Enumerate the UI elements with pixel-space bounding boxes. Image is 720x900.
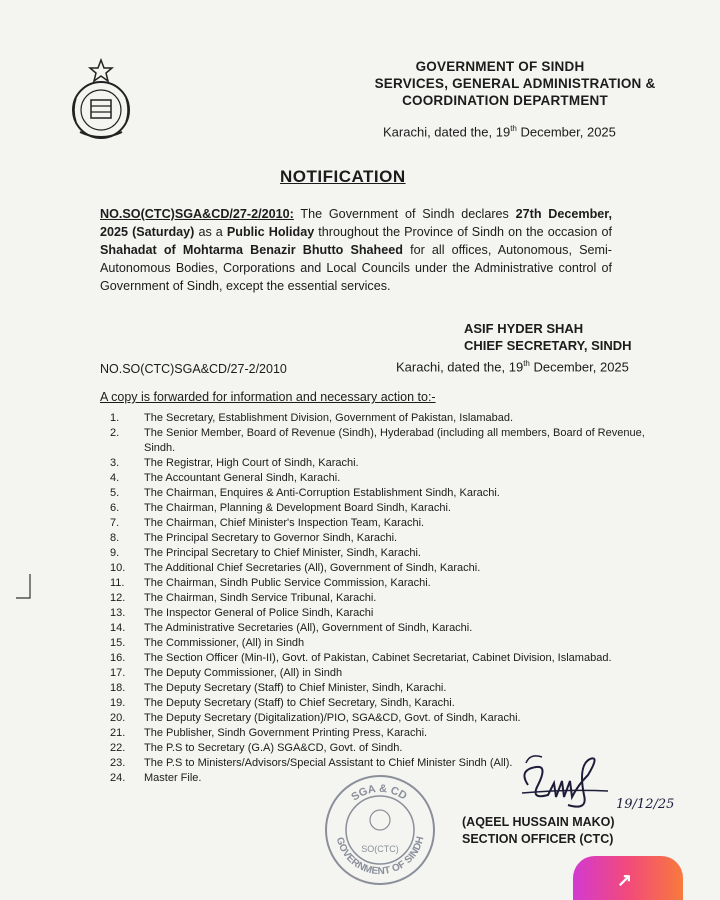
list-item-text: The Chairman, Chief Minister's Inspection Team, Karachi. xyxy=(144,517,425,529)
list-item xyxy=(110,516,670,531)
reference-number: NO.SO(CTC)SGA&CD/27-2/2010: xyxy=(100,207,294,221)
list-item-number: 6. xyxy=(110,502,120,514)
handwritten-date: 19/12/25 xyxy=(616,797,675,812)
list-item-number: 5. xyxy=(110,487,120,499)
list-item xyxy=(110,561,670,576)
list-item-number: 1. xyxy=(110,412,120,424)
list-item-number: 13. xyxy=(110,607,126,619)
list-item-text: The Deputy Secretary (Digitalization)/PIO, SGA&CD, Govt. of Sindh, Karachi. xyxy=(144,712,521,724)
signatory-name: (AQEEL HUSSAIN MAKO) xyxy=(462,815,615,829)
list-item-text: The Accountant General Sindh, Karachi. xyxy=(144,472,341,484)
list-item-text: The Additional Chief Secretaries (All), Government of Sindh, Karachi. xyxy=(144,562,481,574)
list-item xyxy=(110,426,670,456)
department-header xyxy=(360,58,660,109)
list-item-number: 10. xyxy=(110,562,126,574)
list-item-text: The Registrar, High Court of Sindh, Karachi. xyxy=(144,457,359,469)
dated-bottom: Karachi, dated the, 19th December, 2025 xyxy=(396,359,629,375)
list-item-text: The Deputy Secretary (Staff) to Chief Minister, Sindh, Karachi. xyxy=(144,682,447,694)
list-item-text: The Deputy Commissioner, (All) in Sindh xyxy=(144,667,343,679)
list-item-number: 9. xyxy=(110,547,120,559)
header-line-3: COORDINATION DEPARTMENT xyxy=(402,93,608,108)
list-item xyxy=(110,471,670,486)
list-item xyxy=(110,666,670,681)
signatory-chief-secretary xyxy=(464,320,632,354)
list-item xyxy=(110,621,670,636)
list-item-number: 15. xyxy=(110,637,126,649)
list-item xyxy=(110,696,670,711)
list-item-number: 23. xyxy=(110,757,126,769)
list-item-number: 18. xyxy=(110,682,126,694)
list-item xyxy=(110,456,670,471)
list-item-number: 3. xyxy=(110,457,120,469)
list-item-text: The Chairman, Enquires & Anti-Corruption Establishment Sindh, Karachi. xyxy=(144,487,500,499)
list-item-text: The P.S to Ministers/Advisors/Special Assistant to Chief Minister Sindh (All). xyxy=(144,757,513,769)
list-item-number: 22. xyxy=(110,742,126,754)
list-item-text: Master File. xyxy=(144,772,202,784)
list-item-text: The Principal Secretary to Chief Minister, Sindh, Karachi. xyxy=(144,547,421,559)
list-item-text: The P.S to Secretary (G.A) SGA&CD, Govt. of Sindh. xyxy=(144,742,403,754)
list-item-number: 11. xyxy=(110,577,125,589)
list-item-number: 4. xyxy=(110,472,120,484)
list-item-number: 19. xyxy=(110,697,126,709)
holiday-type: Public Holiday xyxy=(226,225,315,239)
notification-body: NO.SO(CTC)SGA&CD/27-2/2010: The Government of Sindh declares 27th December, 2025 (Saturday) as a Public Holiday throughout the Province of Sindh on the occasion of Shahadat of Mohtarma Benazir Bhutto Shaheed for all offices, Autonomous, Semi-Autonomous Bodies, Corporations and Local Councils under the Administrative control of Government of Sindh, except the essential services. xyxy=(100,207,613,293)
list-item xyxy=(110,711,670,726)
list-item xyxy=(110,411,670,426)
notification-title: NOTIFICATION xyxy=(280,167,406,186)
header-line-2: SERVICES, GENERAL ADMINISTRATION & xyxy=(374,76,656,91)
list-item xyxy=(110,651,670,666)
list-item xyxy=(110,606,670,621)
share-icon: ↗ xyxy=(617,870,633,890)
app-share-button[interactable] xyxy=(573,856,683,900)
reference-number-copy: NO.SO(CTC)SGA&CD/27-2/2010 xyxy=(100,362,287,376)
list-item-text: The Administrative Secretaries (All), Government of Sindh, Karachi. xyxy=(144,622,473,634)
list-item xyxy=(110,576,670,591)
list-item-text: The Deputy Secretary (Staff) to Chief Secretary, Sindh, Karachi. xyxy=(144,697,455,709)
list-item-text: The Section Officer (Min-II), Govt. of Pakistan, Cabinet Secretariat, Cabinet Division, Islamabad. xyxy=(144,652,612,664)
svg-text:SO(CTC): SO(CTC) xyxy=(361,844,399,854)
svg-text:GOVERNMENT OF SINDH: GOVERNMENT OF SINDH xyxy=(333,835,427,878)
header-line-1: GOVERNMENT OF SINDH xyxy=(415,59,585,74)
list-item xyxy=(110,486,670,501)
list-item-number: 21. xyxy=(110,727,126,739)
list-item-text: The Inspector General of Police Sindh, Karachi xyxy=(144,607,374,619)
list-item-number: 14. xyxy=(110,622,126,634)
list-item-text: The Chairman, Sindh Service Tribunal, Karachi. xyxy=(144,592,377,604)
list-item-number: 12. xyxy=(110,592,126,604)
dated-top: Karachi, dated the, 19th December, 2025 xyxy=(383,124,616,140)
list-item xyxy=(110,726,670,741)
list-item-number: 7. xyxy=(110,517,120,529)
list-item-text: The Commissioner, (All) in Sindh xyxy=(144,637,305,649)
occasion: Shahadat of Mohtarma Benazir Bhutto Shaheed xyxy=(100,243,403,257)
official-stamp xyxy=(322,770,438,890)
list-item-number: 8. xyxy=(110,532,120,544)
list-item-number: 20. xyxy=(110,712,126,724)
recipient-list xyxy=(110,411,670,786)
list-item-text: The Chairman, Planning & Development Board Sindh, Karachi. xyxy=(144,502,451,514)
list-item xyxy=(110,636,670,651)
sindh-emblem-icon xyxy=(62,58,140,142)
list-item-text: The Publisher, Sindh Government Printing Press, Karachi. xyxy=(144,727,428,739)
list-item-number: 17. xyxy=(110,667,126,679)
list-item-number: 2. xyxy=(110,427,120,439)
list-item-text: The Senior Member, Board of Revenue (Sindh), Hyderabad (including all members, Board of Revenue, Sindh. xyxy=(144,427,645,454)
list-item-text: The Principal Secretary to Governor Sindh, Karachi. xyxy=(144,532,398,544)
margin-bracket-mark xyxy=(14,572,34,602)
list-item xyxy=(110,531,670,546)
list-item-text: The Secretary, Establishment Division, Government of Pakistan, Islamabad. xyxy=(144,412,514,424)
list-item xyxy=(110,591,670,606)
signatory-name: ASIF HYDER SHAH xyxy=(464,321,584,336)
signatory-section-officer xyxy=(462,814,615,848)
holiday-date: 27th December, 2025 (Saturday) xyxy=(100,207,613,239)
signatory-title: SECTION OFFICER (CTC) xyxy=(462,832,614,846)
list-item-number: 16. xyxy=(110,652,126,664)
list-item xyxy=(110,501,670,516)
list-item xyxy=(110,681,670,696)
list-item-text: The Chairman, Sindh Public Service Commission, Karachi. xyxy=(144,577,431,589)
copy-heading: A copy is forwarded for information and necessary action to:- xyxy=(100,390,436,404)
list-item-number: 24. xyxy=(110,772,126,784)
svg-text:SGA & CD: SGA & CD xyxy=(349,782,409,804)
handwritten-signature xyxy=(508,745,618,815)
list-item xyxy=(110,546,670,561)
signatory-title: CHIEF SECRETARY, SINDH xyxy=(464,338,632,353)
